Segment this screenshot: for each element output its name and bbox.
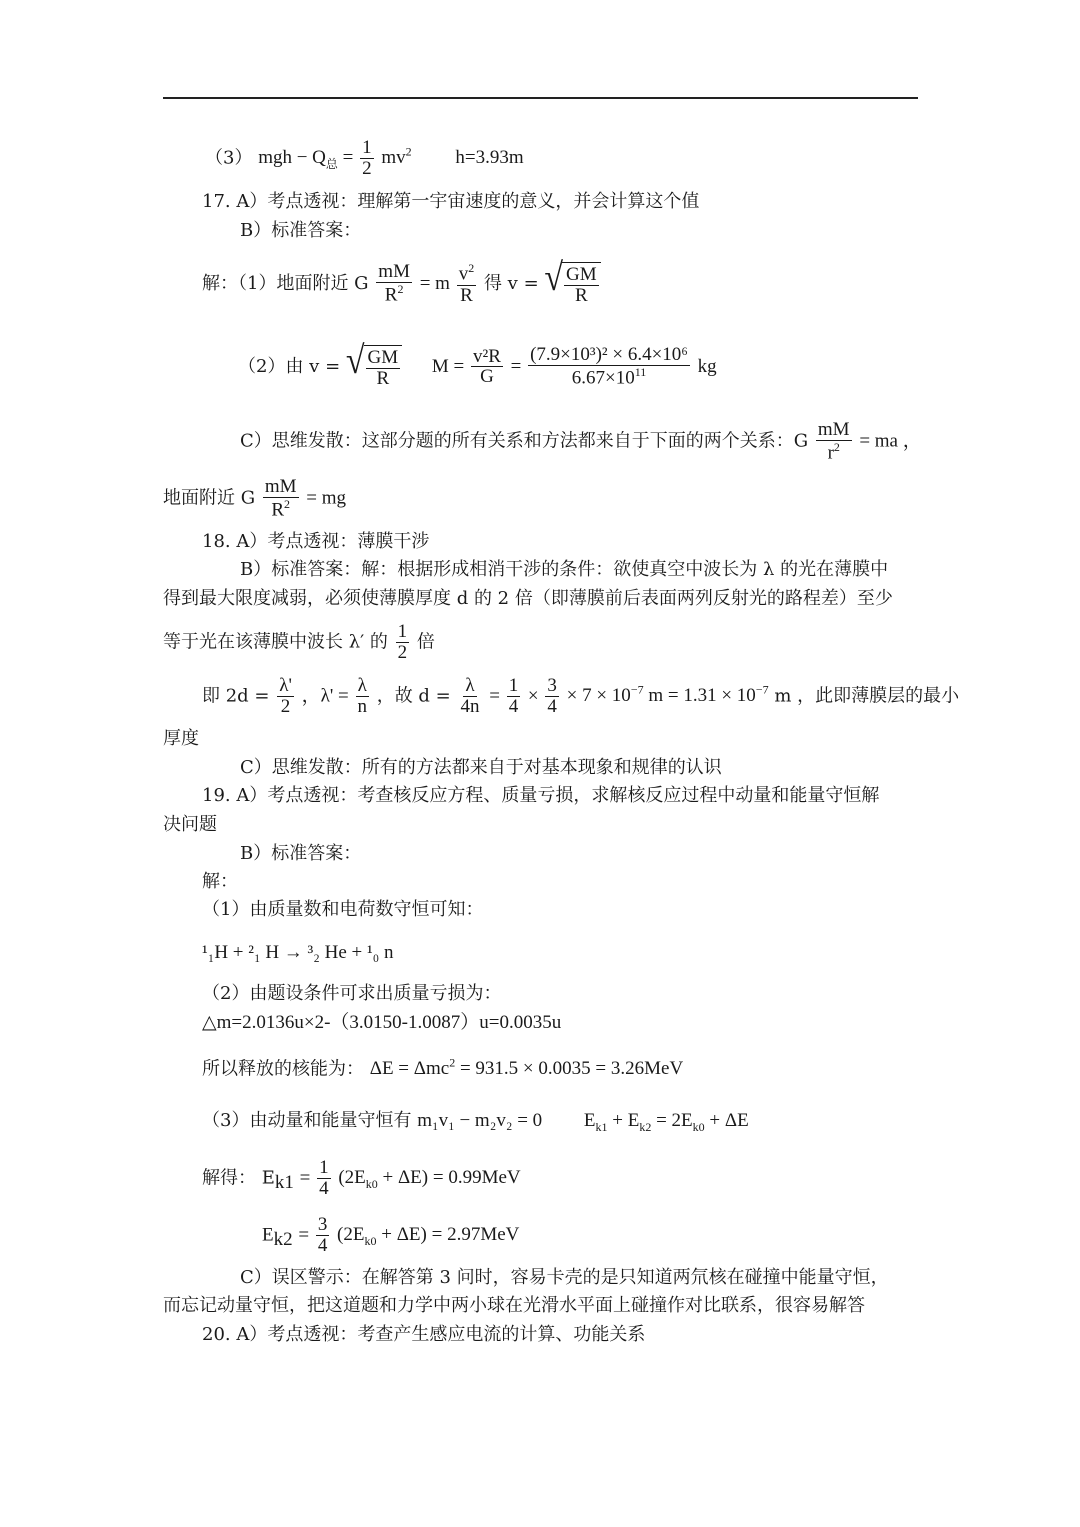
q17-eq2: （2）由 v = √ $\frac{GM}{R}$ M = $\frac{\text{v²R}}{G}$ = $\frac{\text{(7.9×10³)² × 6.4×10⁶}}{6.67\times 10^{11}}$ kg (238, 339, 717, 389)
q18-b2: 得到最大限度减弱，必须使薄膜厚度 d 的 2 倍（即薄膜前后表面两列反射光的路程差）至少 (163, 588, 893, 609)
q18-b3: 等于光在该薄膜中波长 λ′ 的 $\frac{1}{2}$ 倍 (163, 621, 435, 663)
q19-c2: 而忘记动量守恒，把这道题和力学中两小球在光滑水平面上碰撞作对比联系，很容易解答 (163, 1295, 865, 1316)
q17-c2: 地面附近 G $\frac{mM}{R^2}$ = mg (163, 476, 347, 521)
q17-b: B）标准答案： (240, 220, 362, 241)
line-16-3: （3） mgh − $Q_总$ = $\frac{1}{2}$ $mv^2$ h=3.93m (205, 137, 524, 179)
q17-c: C）思维发散：这部分题的所有关系和方法都来自于下面的两个关系：G $\frac{mM}{r^2}$ = ma ， (240, 419, 922, 464)
q19-jie: 解： (202, 871, 238, 892)
q19-ek2: $E_{k2}$ = $\frac{3}{4}$ $(2E_{k0} + \Delta E) = 2.97MeV$ (262, 1214, 520, 1256)
q20-a: 20. A）考点透视：考查产生感应电流的计算、功能关系 (202, 1324, 646, 1345)
q17-eq1: 解：（1）地面附近 G $\frac{mM}{R^2}$ = m $\frac{v^2}{R}$ 得 v = √ $\frac{GM}{R}$ (202, 262, 601, 306)
q19-b: B）标准答案： (240, 843, 362, 864)
q18-eq: 即 2d = $\frac{\lambda'}{2}$ ，λ' = $\frac{\lambda}{n}$ ，故 d = $\frac{\lambda}{4n}$ = $\frac{1}{4}$ × $\frac{3}{4}$ × $7 \times 10^{-7}$ $m = 1.31 \times 10^{-7}$ m ，此即薄膜层的最小 (202, 675, 960, 717)
q19-3: （3）由动量和能量守恒有 m₁v₁ − m₂v₂ = 0 $E_{k1} + E_{k2} = 2E_{k0} + \Delta E$ (202, 1110, 749, 1134)
header-rule (163, 97, 918, 99)
q18-c: C）思维发散：所有的方法都来自于对基本现象和规律的认识 (240, 757, 722, 778)
q19-2: （2）由题设条件可求出质量亏损为： (202, 983, 502, 1004)
q17-a: 17. A）考点透视：理解第一宇宙速度的意义，并会计算这个值 (202, 191, 700, 212)
q19-ek1: 解得： $E_{k1}$ = $\frac{1}{4}$ $(2E_{k0} + \Delta E) = 0.99MeV$ (202, 1157, 521, 1199)
q19-a2: 决问题 (163, 814, 217, 835)
q19-1: （1）由质量数和电荷数守恒可知： (202, 899, 484, 920)
q19-c: C）误区警示：在解答第 3 问时，容易卡壳的是只知道两氘核在碰撞中能量守恒， (240, 1267, 889, 1288)
q19-energy: 所以释放的核能为： ΔE = Δmc$^2$ = 931.5 × 0.0035 = 3.26MeV (202, 1056, 684, 1080)
q18-thickness: 厚度 (163, 728, 199, 749)
q19-reaction: ¹₁H + ²₁ H → ³₂ He + ¹₀ n (202, 942, 394, 963)
q18-a: 18. A）考点透视：薄膜干涉 (202, 531, 430, 552)
q19-a: 19. A）考点透视：考查核反应方程、质量亏损，求解核反应过程中动量和能量守恒解 (202, 785, 880, 806)
q18-b: B）标准答案：解：根据形成相消干涉的条件：欲使真空中波长为 λ 的光在薄膜中 (240, 559, 889, 580)
q19-mass-defect: △m=2.0136u×2-（3.0150-1.0087）u=0.0035u (202, 1012, 562, 1033)
